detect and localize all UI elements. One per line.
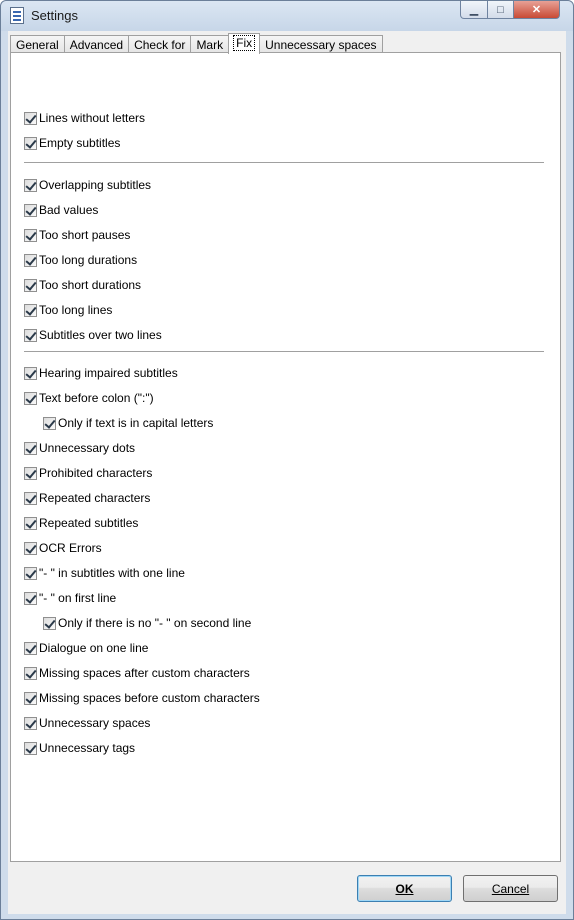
checkbox-box[interactable] <box>43 617 56 630</box>
tab-unnecessary-spaces[interactable]: Unnecessary spaces <box>259 35 382 54</box>
checkbox-box[interactable] <box>24 112 37 125</box>
minimize-icon: ▁ <box>469 4 479 16</box>
checkbox-box[interactable] <box>24 667 37 680</box>
maximize-button[interactable] <box>488 1 514 19</box>
cancel-button[interactable]: Cancel <box>463 875 558 902</box>
checkbox-box[interactable] <box>24 304 37 317</box>
tab-general[interactable]: General <box>10 35 65 54</box>
checkbox-dash-first-line[interactable]: "- " on first line <box>24 590 116 606</box>
checkbox-box[interactable] <box>24 692 37 705</box>
checkbox-overlapping-subtitles[interactable]: Overlapping subtitles <box>24 177 151 193</box>
checkbox-too-short-pauses[interactable]: Too short pauses <box>24 227 130 243</box>
checkbox-missing-spaces-before[interactable]: Missing spaces before custom characters <box>24 690 260 706</box>
checkbox-subtitles-over-two-lines[interactable]: Subtitles over two lines <box>24 327 162 343</box>
window-title: Settings <box>31 8 78 23</box>
checkbox-unnecessary-spaces[interactable]: Unnecessary spaces <box>24 715 150 731</box>
checkbox-only-capital-letters[interactable]: Only if text is in capital letters <box>43 415 213 431</box>
checkbox-box[interactable] <box>24 567 37 580</box>
checkbox-box[interactable] <box>24 179 37 192</box>
checkbox-box[interactable] <box>24 279 37 292</box>
checkbox-box[interactable] <box>24 592 37 605</box>
checkbox-unnecessary-dots[interactable]: Unnecessary dots <box>24 440 135 456</box>
checkbox-too-long-lines[interactable]: Too long lines <box>24 302 112 318</box>
close-button[interactable] <box>514 1 560 19</box>
checkbox-box[interactable] <box>24 254 37 267</box>
tab-fix[interactable]: Fix <box>228 33 260 54</box>
checkbox-ocr-errors[interactable]: OCR Errors <box>24 540 102 556</box>
app-icon <box>10 7 24 24</box>
checkbox-box[interactable] <box>24 542 37 555</box>
checkbox-text-before-colon[interactable]: Text before colon (":") <box>24 390 154 406</box>
checkbox-repeated-characters[interactable]: Repeated characters <box>24 490 150 506</box>
checkbox-unnecessary-tags[interactable]: Unnecessary tags <box>24 740 135 756</box>
checkbox-box[interactable] <box>24 442 37 455</box>
checkbox-box[interactable] <box>24 742 37 755</box>
checkbox-box[interactable] <box>24 367 37 380</box>
tab-check-for[interactable]: Check for <box>128 35 191 54</box>
checkbox-hearing-impaired[interactable]: Hearing impaired subtitles <box>24 365 178 381</box>
checkbox-only-no-dash-second-line[interactable]: Only if there is no "- " on second line <box>43 615 251 631</box>
checkbox-dash-one-line[interactable]: "- " in subtitles with one line <box>24 565 185 581</box>
checkbox-box[interactable] <box>24 642 37 655</box>
checkbox-box[interactable] <box>24 229 37 242</box>
checkbox-repeated-subtitles[interactable]: Repeated subtitles <box>24 515 138 531</box>
checkbox-empty-subtitles[interactable]: Empty subtitles <box>24 135 120 151</box>
checkbox-too-short-durations[interactable]: Too short durations <box>24 277 141 293</box>
caption-buttons <box>460 1 560 20</box>
checkbox-box[interactable] <box>24 329 37 342</box>
checkbox-box[interactable] <box>24 392 37 405</box>
checkbox-dialogue-one-line[interactable]: Dialogue on one line <box>24 640 148 656</box>
checkbox-box[interactable] <box>24 717 37 730</box>
checkbox-bad-values[interactable]: Bad values <box>24 202 98 218</box>
checkbox-lines-without-letters[interactable]: Lines without letters <box>24 110 145 126</box>
dialog-client <box>8 31 566 914</box>
checkbox-too-long-durations[interactable]: Too long durations <box>24 252 137 268</box>
tab-mark[interactable]: Mark <box>190 35 229 54</box>
tab-strip <box>10 33 382 53</box>
checkbox-missing-spaces-after[interactable]: Missing spaces after custom characters <box>24 665 250 681</box>
close-icon: ✕ <box>531 4 542 16</box>
separator <box>24 351 544 353</box>
fix-tab-panel <box>10 52 561 862</box>
checkbox-box[interactable] <box>24 204 37 217</box>
checkbox-box[interactable] <box>24 517 37 530</box>
checkbox-box[interactable] <box>43 417 56 430</box>
checkbox-box[interactable] <box>24 137 37 150</box>
maximize-icon: □ <box>497 3 504 16</box>
minimize-button[interactable] <box>460 1 488 19</box>
checkbox-box[interactable] <box>24 492 37 505</box>
checkbox-prohibited-characters[interactable]: Prohibited characters <box>24 465 152 481</box>
tab-advanced[interactable]: Advanced <box>64 35 129 54</box>
ok-button[interactable]: OK <box>357 875 452 902</box>
separator <box>24 162 544 164</box>
title-bar[interactable] <box>1 1 573 31</box>
checkbox-box[interactable] <box>24 467 37 480</box>
